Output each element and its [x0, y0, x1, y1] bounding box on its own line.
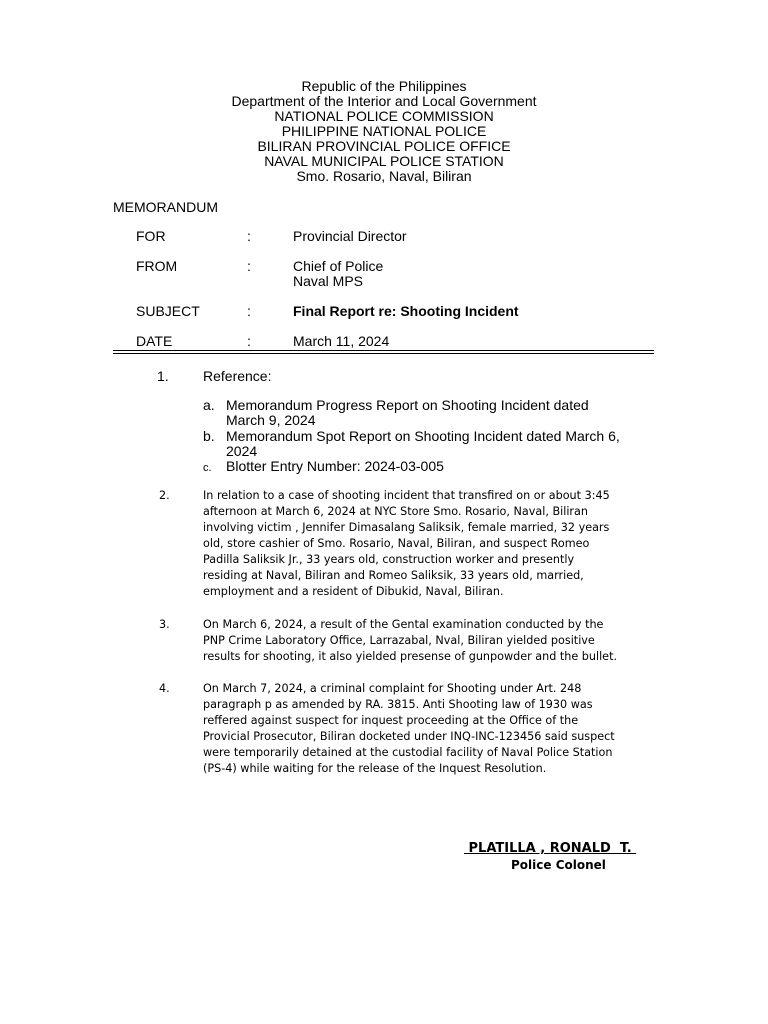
paragraph-line: were temporarily detained at the custodial facility of Naval Police Station — [203, 746, 613, 759]
paragraph-text — [203, 617, 659, 665]
for-value: Provincial Director — [293, 228, 407, 244]
paragraph-line: In relation to a case of shooting incident that transfired on or about 3:45 — [203, 489, 610, 502]
colon: : — [247, 333, 251, 349]
letterhead-line: Smo. Rosario, Naval, Biliran — [296, 168, 472, 184]
subject-value: Final Report re: Shooting Incident — [293, 303, 519, 319]
header-divider — [113, 353, 654, 354]
from-value-line: Naval MPS — [293, 273, 364, 289]
paragraph-line: results for shooting, it also yielded presense of gunpowder and the bullet. — [203, 650, 618, 663]
paragraph-line: Provicial Prosecutor, Biliran docketed under INQ-INC-123456 said suspect — [203, 730, 615, 743]
paragraph-line: reffered against suspect for inquest proceeding at the Office of the — [203, 714, 579, 727]
header-divider — [113, 350, 654, 351]
body-paragraph — [159, 617, 659, 665]
letterhead-line: Republic of the Philippines — [301, 78, 467, 94]
reference-item — [203, 398, 655, 428]
paragraph-number: 2. — [159, 489, 170, 502]
item-number: 1. — [157, 368, 169, 384]
paragraph-line: On March 7, 2024, a criminal complaint for Shooting under Art. 248 — [203, 682, 582, 695]
letterhead — [0, 79, 768, 184]
date-value: March 11, 2024 — [293, 333, 390, 349]
memorandum-title: MEMORANDUM — [113, 199, 218, 215]
paragraph-line: residing at Naval, Biliran and Romeo Saliksik, 33 years old, married, — [203, 569, 584, 582]
paragraph-line: On March 6, 2024, a result of the Gental examination conducted by the — [203, 618, 604, 631]
paragraph-text — [203, 681, 659, 777]
reference-text-line: Memorandum Spot Report on Shooting Incident dated March 6, — [226, 428, 620, 444]
paragraph-line: (PS-4) while waiting for the release of the Inquest Resolution. — [203, 762, 547, 775]
from-value — [293, 259, 383, 289]
colon: : — [247, 258, 251, 274]
paragraph-line: employment and a resident of Dibukid, Naval, Biliran. — [203, 585, 504, 598]
reference-text — [226, 398, 655, 428]
paragraph-line: involving victim , Jennifer Dimasalang Saliksik, female married, 32 years — [203, 521, 610, 534]
reference-item — [203, 429, 655, 459]
colon: : — [247, 228, 251, 244]
paragraph-line: Padilla Saliksik Jr., 33 years old, construction worker and presently — [203, 553, 575, 566]
letterhead-line: BILIRAN PROVINCIAL POLICE OFFICE — [257, 138, 511, 154]
paragraph-text — [203, 488, 659, 600]
paragraph-line: PNP Crime Laboratory Office, Larrazabal, Nval, Biliran yielded positive — [203, 634, 595, 647]
reference-marker: a. — [203, 397, 215, 413]
letterhead-line: PHILIPPINE NATIONAL POLICE — [281, 123, 487, 139]
letterhead-line: NAVAL MUNICIPAL POLICE STATION — [264, 153, 504, 169]
body-paragraph — [159, 681, 659, 777]
date-label: DATE — [136, 333, 173, 349]
for-label: FOR — [136, 228, 166, 244]
reference-label: Reference: — [203, 368, 272, 384]
paragraph-line: afternoon at March 6, 2024 at NYC Store Smo. Rosario, Naval, Biliran — [203, 505, 588, 518]
signatory-rank: Police Colonel — [511, 858, 606, 872]
letterhead-line: Department of the Interior and Local Government — [231, 93, 537, 109]
letterhead-line: NATIONAL POLICE COMMISSION — [274, 108, 494, 124]
from-label: FROM — [136, 258, 178, 274]
reference-text — [226, 429, 655, 459]
paragraph-line: paragraph p as amended by RA. 3815. Anti Shooting law of 1930 was — [203, 698, 593, 711]
reference-marker: c. — [203, 462, 212, 474]
paragraph-number: 3. — [159, 618, 170, 631]
from-value-line: Chief of Police — [293, 258, 384, 274]
paragraph-number: 4. — [159, 682, 170, 695]
reference-text-line: 2024 — [226, 443, 258, 459]
body-paragraph — [159, 488, 659, 600]
paragraph-line: old, store cashier of Smo. Rosario, Naval, Biliran, and suspect Romeo — [203, 537, 590, 550]
subject-label: SUBJECT — [136, 303, 200, 319]
colon: : — [247, 303, 251, 319]
reference-item — [203, 459, 655, 474]
reference-marker: b. — [203, 428, 215, 444]
signatory-name: PLATILLA , RONALD T. — [464, 841, 637, 856]
reference-text: Blotter Entry Number: 2024-03-005 — [226, 458, 444, 474]
reference-text-line: March 9, 2024 — [226, 412, 316, 428]
reference-text-line: Memorandum Progress Report on Shooting Incident dated — [226, 397, 589, 413]
